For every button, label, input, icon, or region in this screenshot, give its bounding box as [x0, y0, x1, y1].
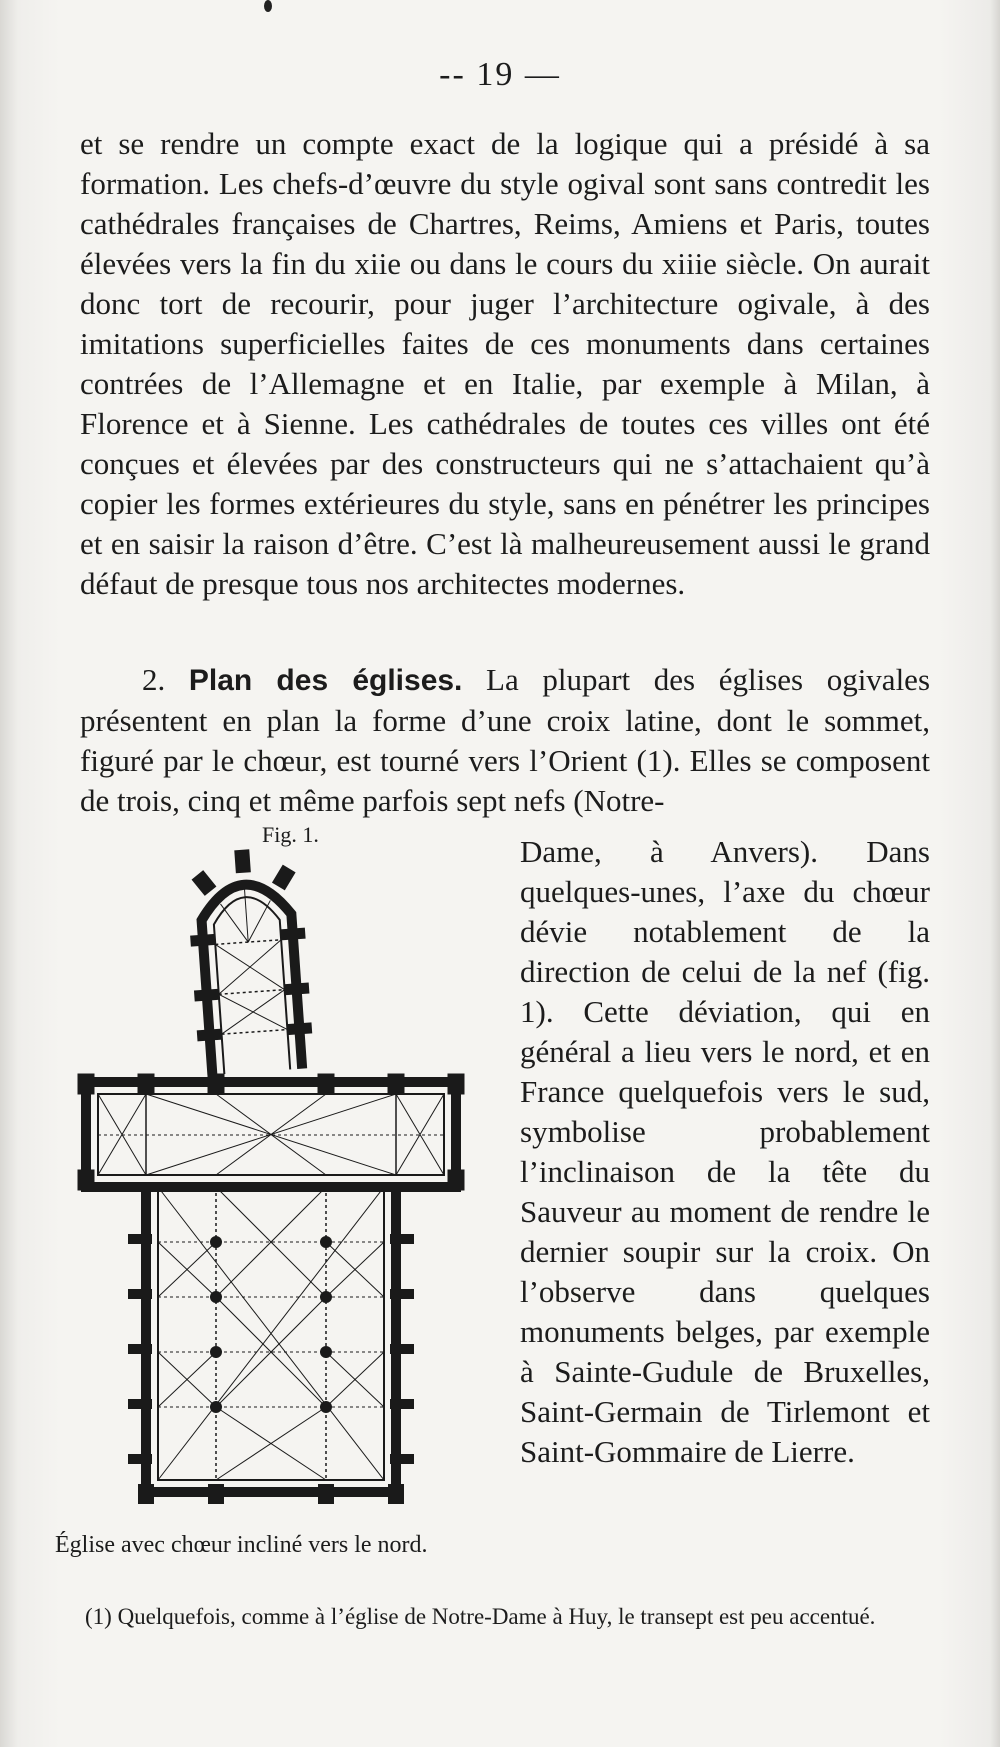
footnote: (1) Quelquefois, comme à l’église de Notre-Dame à Huy, le transept est peu accentué.	[85, 1604, 876, 1629]
church-floor-plan-drawing	[66, 822, 506, 1532]
section-number: 2.	[142, 662, 166, 697]
ink-dot	[264, 0, 272, 12]
church-plan-figure	[66, 822, 506, 1532]
section-heading: Plan des églises.	[188, 664, 463, 697]
figure-side-text: Dame, à Anvers). Dans quelques-unes, l’axe du chœur dévie notablement de la direction de celui de la nef (fig. 1). Cette déviation, qui en général a lieu vers le nord, et en France quelquefois vers le sud, symbolise probablement l’inclinaison de la tête du Sauveur au moment de rendre le dernier soupir sur la croix. On l’observe dans quelques monuments belges, par exemple à Sainte-Gudule de Bruxelles, Saint-Germain de Tirlemont et Saint-Gommaire de Lierre.	[520, 834, 930, 1469]
paragraph-1: et se rendre un compte exact de la logique qui a présidé à sa formation. Les chefs-d’œuvre du style ogival sont sans contredit les cathédrales françaises de Chartres, Reims, Amiens et Paris, toutes élevées vers la fin du xiie ou dans le cours du xiiie siècle. On aurait donc tort de recourir, pour juger l’architecture ogivale, à des imitations superficielles faites de ces monuments dans certaines contrées de l’Allemagne et en Italie, par exemple à Milan, à Florence et à Sienne. Les cathédrales de toutes ces villes ont été conçues et élevées par des constructeurs qui ne s’attachaient qu’à copier les formes extérieures du style, sans en pénétrer les principes et en saisir la raison d’être. C’est là malheureusement aussi le grand défaut de presque tous nos architectes modernes.	[80, 126, 930, 601]
figure-label: Fig. 1.	[262, 822, 319, 847]
paragraph-2-text: La plupart des églises ogivales présentent en plan la forme d’une croix latine, dont le sommet, figuré par le chœur, est tourné vers l’Orient (1). Elles se composent de trois, cinq et même parfois sept nefs (Notre-	[80, 662, 931, 818]
figure-caption: Église avec chœur incliné vers le nord.	[55, 1532, 428, 1558]
paragraph-2	[80, 660, 930, 821]
page-number: -- 19 —	[439, 56, 561, 93]
